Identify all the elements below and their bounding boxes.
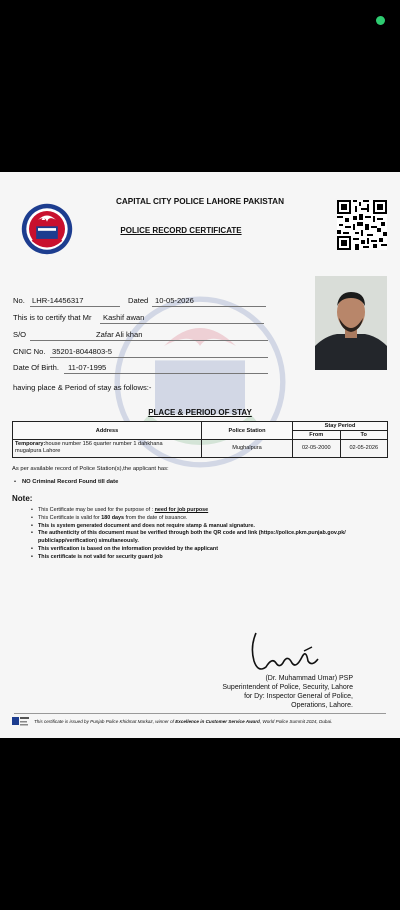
from-date-cell: 02-05-2000 <box>293 440 341 458</box>
address-line-2: mugalpura Lahore <box>15 448 61 455</box>
signatory-title: Superintendent of Police, Security, Lahore <box>222 684 353 691</box>
note-purpose: need for job purpose <box>154 507 209 513</box>
number-label: No. <box>13 296 25 305</box>
note-item: • The authenticity of this document must be verified through both the QR code and link (https://police.pkm.punjab.gov.pk/ public/app/verification) simultaneously. <box>38 530 390 546</box>
dob-label: Date Of Birth. <box>13 363 60 372</box>
underline <box>152 306 266 307</box>
note-item: • This certificate is not valid for security guard job <box>38 554 390 562</box>
footer-divider <box>14 713 386 714</box>
certificate-title: POLICE RECORD CERTIFICATE <box>120 226 242 235</box>
address-cell <box>13 440 202 458</box>
underline <box>50 357 268 358</box>
address-header: Address <box>13 422 202 440</box>
signature-icon <box>246 627 326 675</box>
footer-award: Excellence in Customer Service Award <box>175 719 260 724</box>
from-header: From <box>293 431 341 440</box>
applicant-photo <box>315 276 387 370</box>
applicant-name: Kashif awan <box>103 313 145 322</box>
underline <box>30 340 268 341</box>
to-date-cell: 02-05-2026 <box>340 440 388 458</box>
note-item: • This verification is based on the information provided by the applicant <box>38 546 390 554</box>
note-title: Note: <box>12 494 33 503</box>
notes-list <box>38 507 390 562</box>
underline <box>64 373 268 374</box>
note-text: from the date of issuance. <box>124 514 188 521</box>
underline <box>30 306 120 307</box>
signatory-authority: for Dy: Inspector General of Police, <box>244 693 353 700</box>
footer-note <box>34 719 332 724</box>
footer-text: , World Police Summit 2024, Dubai. <box>259 719 333 724</box>
note-validity: 180 days <box>101 514 124 521</box>
stay-heading: PLACE & PERIOD OF STAY <box>148 408 252 417</box>
verification-qr-code-icon[interactable] <box>337 200 387 250</box>
police-station-header: Police Station <box>202 422 293 440</box>
status-indicator-dot <box>376 16 385 25</box>
note-text: This Certificate may be used for the purpose of : <box>38 507 155 513</box>
stay-intro-text: having place & Period of stay as follows:- <box>13 383 152 392</box>
khidmat-markaz-logo-icon <box>12 716 30 728</box>
signatory-office: Operations, Lahore. <box>291 702 353 709</box>
address-line-1: house number 156 quarter number 1 dahkhana <box>45 441 163 447</box>
note-text: This Certificate is valid for <box>38 514 102 521</box>
certify-label: This is to certify that Mr <box>13 313 92 322</box>
dated-value: 10-05-2026 <box>155 296 194 305</box>
stay-type: Temporary: <box>15 441 46 447</box>
dob-value: 11-07-1995 <box>68 363 107 372</box>
stay-table <box>12 421 388 458</box>
to-header: To <box>340 431 388 440</box>
police-record-certificate <box>0 172 400 738</box>
cnic-value: 35201-8044803-5 <box>52 347 112 356</box>
father-name: Zafar Ali khan <box>96 330 143 339</box>
note-item <box>38 515 390 523</box>
dated-label: Dated <box>128 296 149 305</box>
cnic-label: CNIC No. <box>13 347 46 356</box>
document-title: CAPITAL CITY POLICE LAHORE PAKISTAN <box>115 197 284 206</box>
stay-period-header: Stay Period <box>293 422 388 431</box>
note-item <box>38 507 390 515</box>
police-station-cell: Mughalpura <box>202 440 293 458</box>
record-intro: As per available record of Police Station(s),the applicant has: <box>12 466 169 472</box>
number-value: LHR-14456317 <box>32 296 84 305</box>
record-status: NO Criminal Record Found till date <box>22 479 119 485</box>
record-bullet: • <box>14 479 17 485</box>
son-of-label: S/O <box>13 330 27 339</box>
signatory-name: (Dr. Muhammad Umar) PSP <box>265 675 353 682</box>
note-item: • This is system generated document and does not require stamp & manual signature. <box>38 523 390 531</box>
table-row <box>13 440 388 458</box>
underline <box>100 323 264 324</box>
footer-text: This certificate is issued by Punjab Police Khidmat Markaz, winner of <box>34 719 176 724</box>
